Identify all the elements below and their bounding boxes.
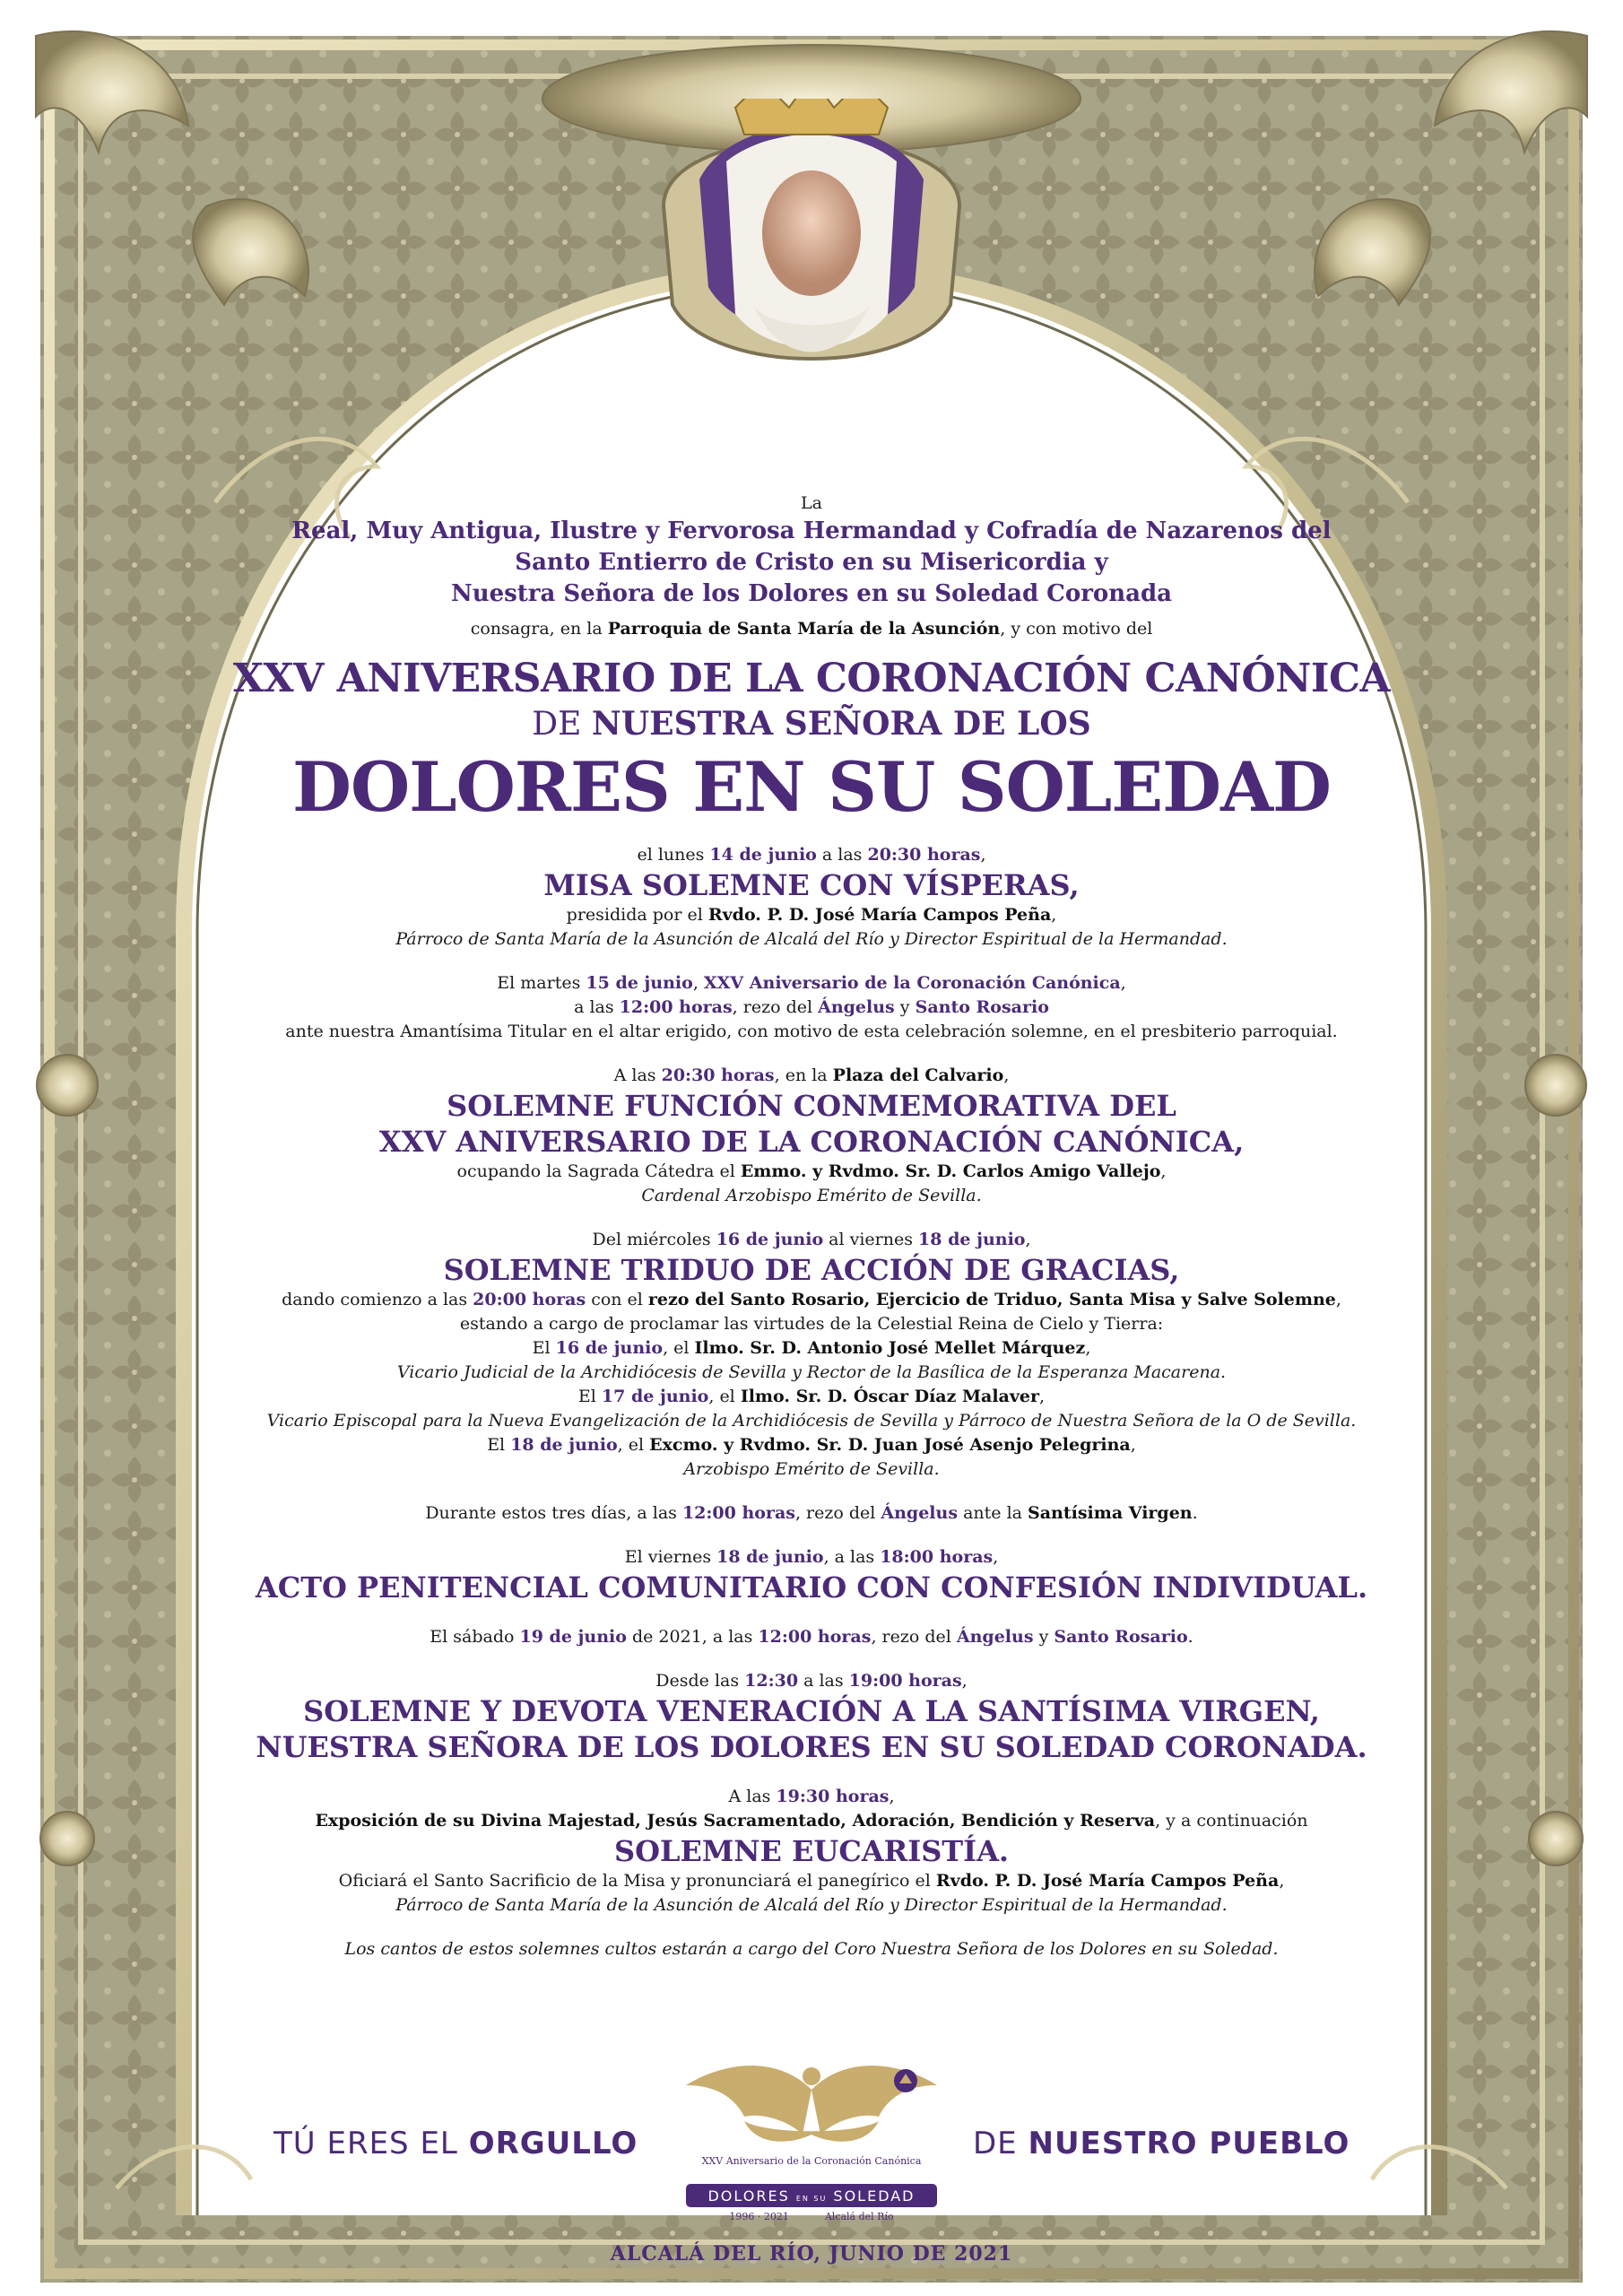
block-angelus-19: El sábado 19 de junio de 2021, a las 12:00 horas, rezo del Ángelus y Santo Rosario. — [430, 1627, 1193, 1647]
logo-years: 1996 · 2021 Alcalá del Río — [729, 2211, 894, 2222]
hermandad-line-2: Santo Entierro de Cristo en su Misericordia y — [515, 549, 1108, 576]
event-title: XXV ANIVERSARIO DE LA CORONACIÓN CANÓNICA, — [378, 1125, 1245, 1159]
logo-caption: XXV Aniversario de la Coronación Canónica — [701, 2155, 922, 2167]
event-title: ACTO PENITENCIAL COMUNITARIO CON CONFESIÓN INDIVIDUAL. — [255, 1570, 1368, 1605]
block-angelus-15: El martes 15 de junio, XXV Aniversario de la Coronación Canónica, a las 12:00 horas, rezo del Ángelus y Santo Rosario ante nuestra Amantísima Titular en el altar erigido, con motivo de esta celebración solemne, en el presbiterio parroquial. — [285, 973, 1338, 1041]
closing-note: Los cantos de estos solemnes cultos estarán a cargo del Coro Nuestra Señora de los Dolores en su Soledad. — [344, 1939, 1279, 1959]
headline-line-1: XXV ANIVERSARIO DE LA CORONACIÓN CANÓNICA — [232, 656, 1391, 701]
event-title: SOLEMNE TRIDUO DE ACCIÓN DE GRACIAS, — [443, 1253, 1180, 1287]
hermandad-name — [224, 516, 1399, 610]
event-title: SOLEMNE FUNCIÓN CONMEMORATIVA DEL — [447, 1089, 1176, 1123]
event-title: SOLEMNE Y DEVOTA VENERACIÓN A LA SANTÍSIMA VIRGEN, — [303, 1694, 1320, 1728]
block-eucaristia: A las 19:30 horas, Exposición de su Divina Majestad, Jesús Sacramentado, Adoración, Bendición y Reserva, y a continuación SOLEMNE EUCARISTÍA. Oficiará el Santo Sacrificio de la Misa y pronunciará el panegírico el Rvdo. P. D. José María Campos Peña, Párroco de Santa María de la Asunción de Alcalá del Río y Director Espiritual de la Hermandad. — [224, 1785, 1399, 1918]
main-text — [224, 491, 1399, 1961]
motto-left: TÚ ERES EL ORGULLO — [273, 2126, 638, 2161]
headline-line-3: DOLORES EN SU SOLEDAD — [292, 747, 1331, 827]
hermandad-line-1: Real, Muy Antigua, Ilustre y Fervorosa Hermandad y Cofradía de Nazarenos del — [291, 517, 1332, 544]
event-title: NUESTRA SEÑORA DE LOS DOLORES EN SU SOLEDAD CORONADA. — [256, 1730, 1367, 1764]
block-misa-visperas: el lunes 14 de junio a las 20:30 horas, MISA SOLEMNE CON VÍSPERAS, presidida por el Rvdo. P. D. José María Campos Peña, Párroco de Santa María de la Asunción de Alcalá del Río y Director Espiritual de la Hermandad. — [224, 843, 1399, 952]
intro-la: La — [801, 493, 822, 513]
block-acto-penitencial: El viernes 18 de junio, a las 18:00 horas, ACTO PENITENCIAL COMUNITARIO CON CONFESIÓN INDIVIDUAL. — [224, 1545, 1399, 1605]
consagra-line: consagra, en la Parroquia de Santa María de la Asunción, y con motivo del — [470, 619, 1153, 639]
hermandad-line-3: Nuestra Señora de los Dolores en su Soledad Coronada — [450, 580, 1173, 607]
block-triduo: Del miércoles 16 de junio al viernes 18 de junio, SOLEMNE TRIDUO DE ACCIÓN DE GRACIAS, dando comienzo a las 20:00 horas con el rezo del Santo Rosario, Ejercicio de Triduo, Santa Misa y Salve Solemne, estando a cargo de proclamar las virtudes de la Celestial Reina de Cielo y Tierra: El 16 de junio, el Ilmo. Sr. D. Antonio José Mellet Márquez, Vicario Judicial de la Archidiócesis de Sevilla y Rector de la Basílica de la Esperanza Macarena. El 17 de junio, el Ilmo. Sr. D. Óscar Díaz Malaver, Vicario Episcopal para la Nueva Evangelización de la Archidiócesis de Sevilla y Párroco de Nuestra Señora de la O de Sevilla. El 18 de junio, el Excmo. y Rvdmo. Sr. D. Juan José Asenjo Pelegrina, Arzobispo Emérito de Sevilla. — [224, 1228, 1399, 1482]
motto-right: DE NUESTRO PUEBLO — [973, 2126, 1350, 2161]
block-funcion-conmemorativa: A las 20:30 horas, en la Plaza del Calvario, SOLEMNE FUNCIÓN CONMEMORATIVA DEL XXV ANIVERSARIO DE LA CORONACIÓN CANÓNICA, ocupando la Sagrada Cátedra el Emmo. y Rvdmo. Sr. D. Carlos Amigo Vallejo, Cardenal Arzobispo Emérito de Sevilla. — [224, 1064, 1399, 1208]
block-angelus-triduo: Durante estos tres días, a las 12:00 horas, rezo del Ángelus ante la Santísima Virgen. — [425, 1503, 1198, 1523]
logo-band-text: DOLORES EN SU SOLEDAD — [707, 2187, 916, 2205]
headline-line-2: DE NUESTRA SEÑORA DE LOS — [532, 705, 1091, 743]
event-title: MISA SOLEMNE CON VÍSPERAS, — [543, 868, 1080, 902]
block-veneracion: Desde las 12:30 a las 19:00 horas, SOLEMNE Y DEVOTA VENERACIÓN A LA SANTÍSIMA VIRGEN, NUESTRA SEÑORA DE LOS DOLORES EN SU SOLEDAD CORONADA. — [224, 1669, 1399, 1765]
footer-date: ALCALÁ DEL RÍO, JUNIO DE 2021 — [610, 2242, 1013, 2266]
virgin-portrait-medallion — [646, 99, 977, 395]
event-title: SOLEMNE EUCARISTÍA. — [613, 1834, 1010, 1868]
